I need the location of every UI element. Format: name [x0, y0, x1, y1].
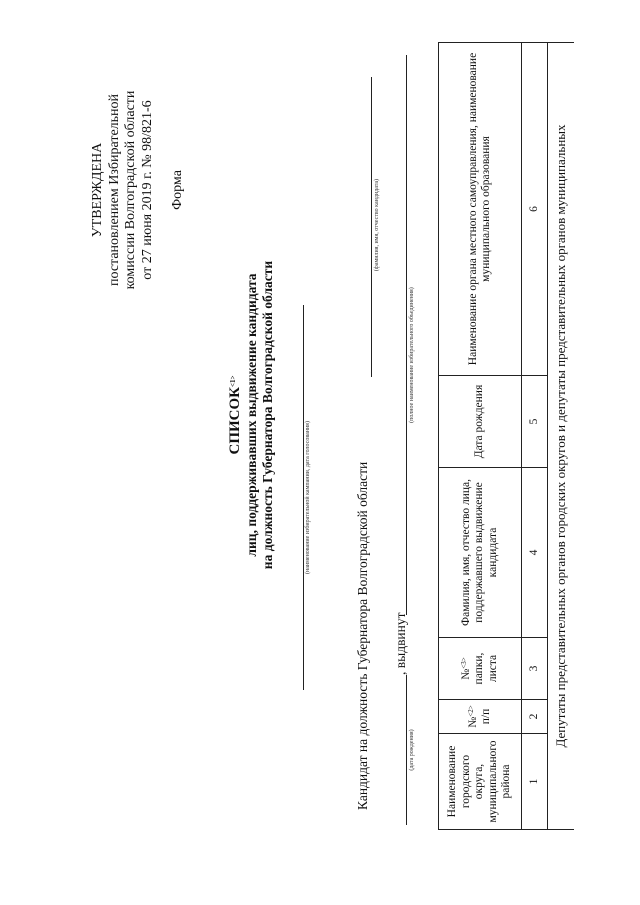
- approval-line-2: комиссии Волгоградской области: [123, 90, 138, 290]
- col-num-3: 3: [522, 638, 548, 700]
- table-number-row: [522, 43, 548, 830]
- heading-footnote: <1>: [229, 375, 237, 387]
- col-header-birth-date: Дата рождения: [439, 376, 522, 468]
- candidate-name-underline: [371, 77, 372, 377]
- campaign-hint: (наименование избирательной кампании, дата голосования): [305, 421, 311, 574]
- candidate-name-hint: (фамилия, имя, отчество кандидата): [374, 178, 380, 272]
- form-label: Форма: [170, 170, 185, 210]
- col-header-folder: [439, 638, 522, 700]
- col-header-number: [439, 700, 522, 734]
- col-num-2: 2: [522, 700, 548, 734]
- approval-line-3: от 27 июня 2019 г. № 98/821-6: [139, 100, 155, 280]
- col-number-sign: №: [466, 716, 479, 728]
- col-number-footnote: <2>: [466, 705, 475, 717]
- col-num-5: 5: [522, 376, 548, 468]
- col-header-full-name: Фамилия, имя, отчество лица, поддержавшего выдвижение кандидата: [439, 468, 522, 638]
- association-hint: (полное наименование избирательного объединения): [409, 287, 415, 423]
- col-num-1: 1: [522, 734, 548, 830]
- approval-title: УТВЕРЖДЕНА: [90, 142, 105, 238]
- heading-title: [226, 175, 244, 655]
- heading-word: СПИСОК: [227, 386, 243, 455]
- birth-date-hint: (дата рождения): [409, 729, 415, 771]
- section-row-text: Депутаты представительных органов городских округов и депутаты представительных органов муниципальных: [548, 43, 575, 830]
- campaign-underline: [303, 305, 304, 690]
- col-number-suffix: п/п: [480, 708, 492, 725]
- nominated-label: , выдвинут: [393, 612, 408, 675]
- association-underline: [406, 55, 407, 615]
- table-header-row: [439, 43, 522, 830]
- heading-subtitle-2: на должность Губернатора Волгоградской области: [260, 260, 275, 570]
- supporters-table: [438, 42, 574, 830]
- candidate-prefix: Кандидат на должность Губернатора Волгоградской области: [355, 461, 370, 810]
- approval-block: [90, 25, 187, 355]
- col-header-authority: Наименование органа местного самоуправления, наименование муниципального образования: [439, 43, 522, 376]
- table-section-row: [548, 43, 575, 830]
- document-heading: [226, 175, 276, 655]
- col-num-4: 4: [522, 468, 548, 638]
- col-num-6: 6: [522, 43, 548, 376]
- birth-date-underline: [406, 675, 407, 825]
- col-folder-suffix: папки, листа: [473, 652, 499, 685]
- heading-subtitle-1: лиц, поддерживавших выдвижение кандидата: [244, 273, 259, 557]
- col-folder-footnote: <3>: [459, 657, 468, 669]
- col-folder-sign: №: [459, 668, 472, 680]
- col-header-district: Наименование городского округа, муниципального района: [439, 734, 522, 830]
- approval-line-1: постановлением Избирательной: [106, 93, 122, 287]
